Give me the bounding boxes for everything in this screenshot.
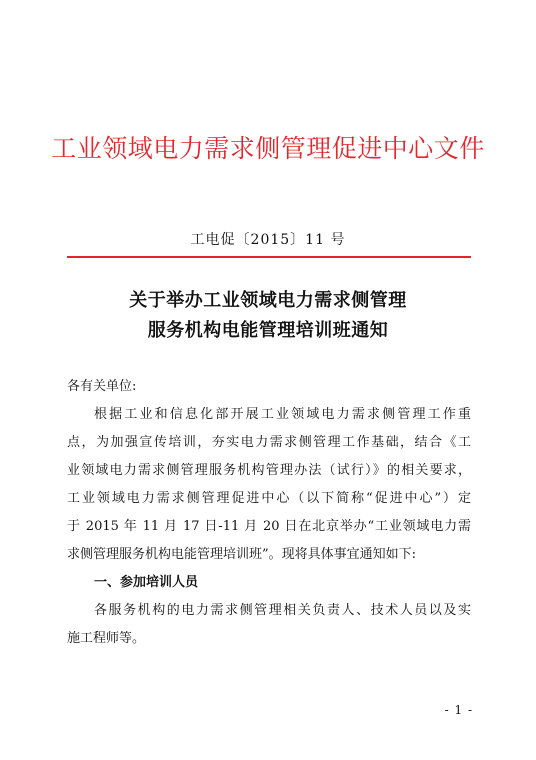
notice-title (0, 286, 536, 346)
paragraph-1-line-3: 业领域电力需求侧管理服务机构管理办法（试行）》的相关要求， (67, 463, 471, 478)
document-body (67, 373, 471, 653)
red-divider-line (67, 256, 471, 258)
notice-title-line-2: 服务机构电能管理培训班通知 (147, 320, 389, 341)
issuing-organization-title: 工业领域电力需求侧管理促进中心文件 (51, 134, 485, 163)
paragraph-1-line-5: 于 2015 年 11 月 17 日-11 月 20 日在北京举办“工业领域电力需 (67, 519, 471, 534)
document-number: 工电促〔2015〕11 号 (190, 232, 346, 248)
notice-title-line-1: 关于举办工业领域电力需求侧管理 (129, 290, 407, 311)
section-1-line-2: 施工程师等。 (67, 631, 146, 646)
section-1-heading: 一、参加培训人员 (94, 575, 199, 590)
paragraph-1-line-1: 根据工业和信息化部开展工业领域电力需求侧管理工作重 (94, 407, 471, 422)
page-number: - 1 - (444, 703, 473, 717)
section-1-line-1: 各服务机构的电力需求侧管理相关负责人、技术人员以及实 (94, 603, 471, 618)
paragraph-1-line-6: 求侧管理服务机构电能管理培训班”。现将具体事宜通知如下: (67, 547, 417, 562)
salutation: 各有关单位: (67, 379, 137, 394)
paragraph-1-line-2: 点，为加强宣传培训，夯实电力需求侧管理工作基础，结合《工 (67, 435, 471, 450)
paragraph-1-line-4: 工业领域电力需求侧管理促进中心（以下简称“促进中心”）定 (67, 491, 471, 506)
